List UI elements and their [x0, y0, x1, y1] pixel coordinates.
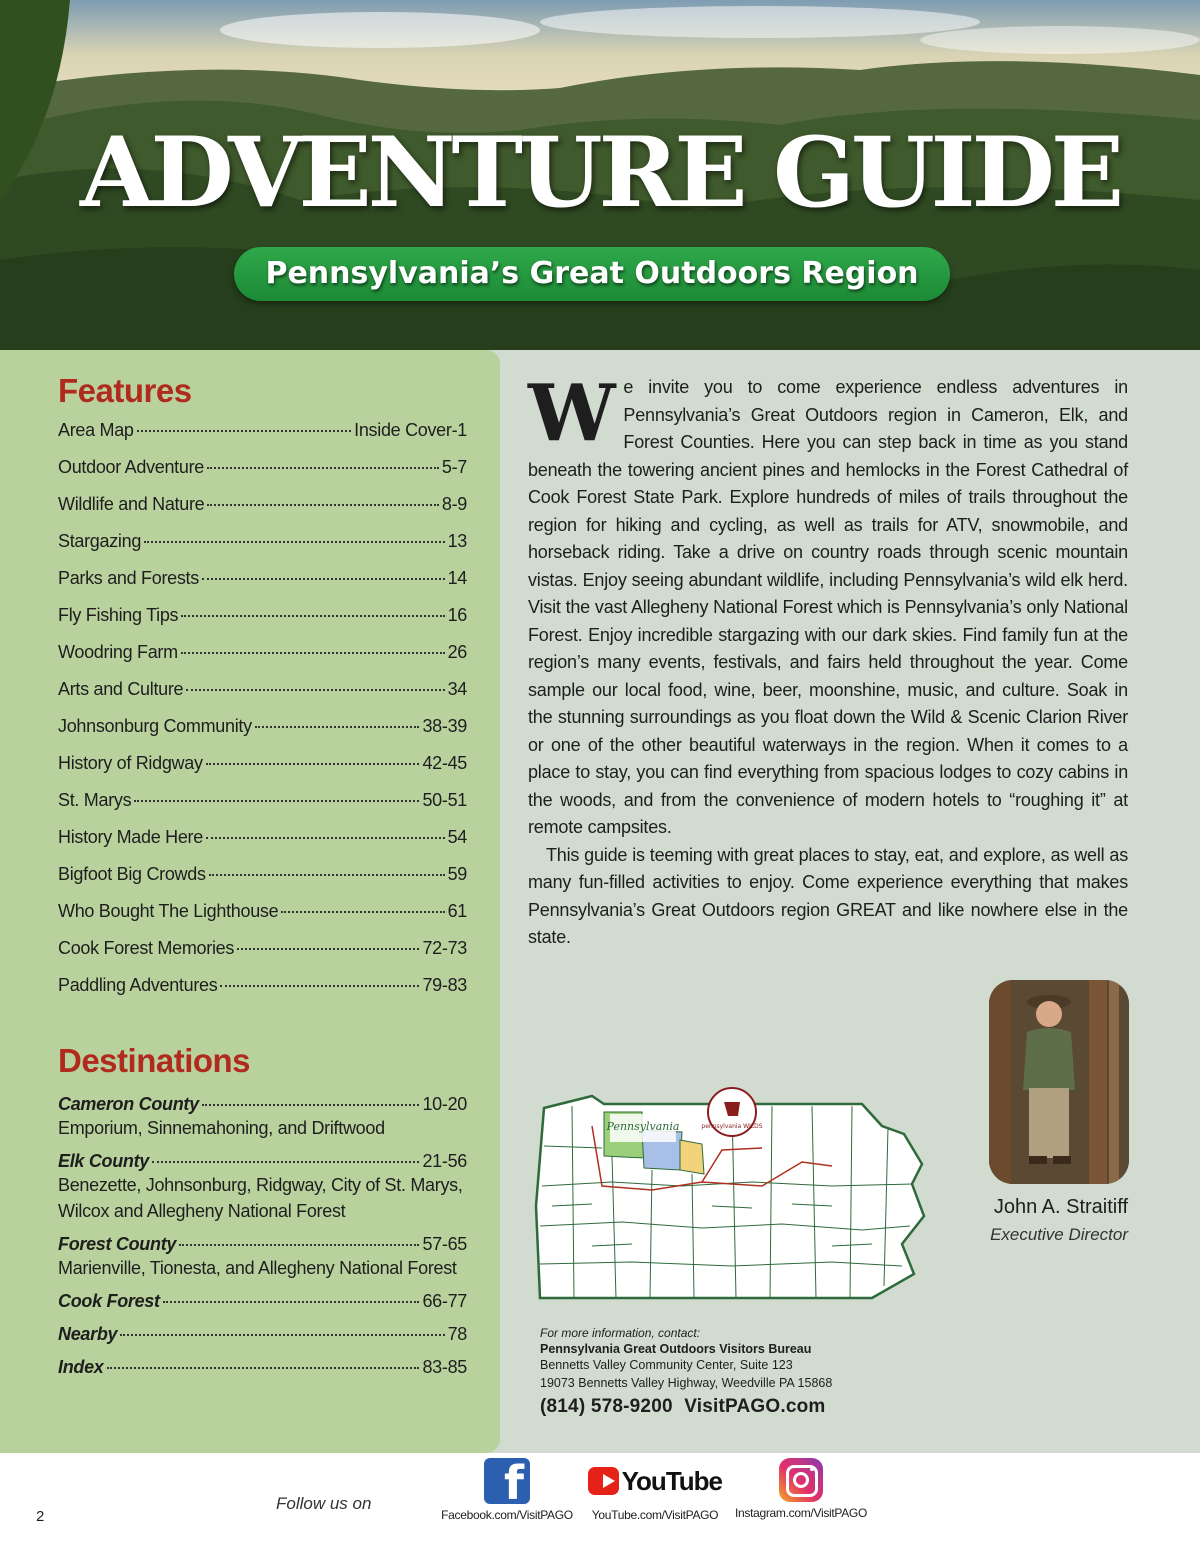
leader-dots	[186, 689, 444, 691]
leader-dots	[202, 1104, 420, 1106]
youtube-handle[interactable]: YouTube.com/VisitPAGO	[591, 1508, 719, 1522]
toc-item-page: 50-51	[422, 790, 467, 810]
toc-item-page: 54	[447, 827, 467, 847]
toc-item-page: 79-83	[422, 975, 467, 995]
destination-towns: Benezette, Johnsonburg, Ridgway, City of St. Marys, Wilcox and Allegheny National Forest	[58, 1175, 463, 1221]
toc-item-page: 72-73	[422, 938, 467, 958]
toc-item-label: Paddling Adventures	[58, 975, 218, 995]
toc-item-label: Wildlife and Nature	[58, 494, 205, 514]
toc-item-label: Who Bought The Lighthouse	[58, 901, 279, 921]
instagram-handle[interactable]: Instagram.com/VisitPAGO	[734, 1506, 868, 1520]
features-list	[58, 420, 467, 1012]
follow-us-label: Follow us on	[276, 1494, 372, 1513]
leader-dots	[179, 1244, 419, 1246]
contact-phone: (814) 578-9200	[540, 1396, 673, 1417]
guide-title: ADVENTURE GUIDE	[79, 116, 1120, 229]
region-subtitle-banner: Pennsylvania’s Great Outdoors Region	[234, 247, 950, 301]
pa-wilds-logo: pennsylvania WILDS	[701, 1123, 763, 1130]
leader-dots	[207, 467, 439, 469]
hero-banner-photo	[0, 0, 1200, 350]
leader-dots	[181, 615, 444, 617]
features-toc-row[interactable]	[58, 679, 467, 716]
toc-item-label: Arts and Culture	[58, 679, 184, 699]
destination-entry[interactable]	[58, 1357, 467, 1378]
leader-dots	[107, 1367, 420, 1369]
features-toc-row[interactable]	[58, 568, 467, 605]
toc-item-page: 13	[447, 531, 467, 551]
leader-dots	[163, 1301, 420, 1303]
destination-entry[interactable]	[58, 1151, 467, 1224]
toc-item-page: 14	[447, 568, 467, 588]
features-heading: Features	[58, 372, 192, 409]
leader-dots	[255, 726, 420, 728]
destination-entry[interactable]	[58, 1234, 467, 1281]
features-toc-row[interactable]	[58, 420, 467, 457]
toc-item-page: Inside Cover-1	[354, 420, 467, 440]
youtube-link[interactable]	[588, 1458, 722, 1522]
features-toc-row[interactable]	[58, 864, 467, 901]
toc-item-page: 59	[447, 864, 467, 884]
destination-name: Index	[58, 1357, 104, 1377]
toc-item-page: 16	[447, 605, 467, 625]
toc-item-label: St. Marys	[58, 790, 132, 810]
toc-item-label: Cook Forest Memories	[58, 938, 235, 958]
leader-dots	[134, 800, 419, 802]
features-toc-row[interactable]	[58, 716, 467, 753]
toc-item-label: Stargazing	[58, 531, 142, 551]
contact-block	[540, 1326, 960, 1418]
leader-dots	[209, 874, 445, 876]
destination-entry[interactable]	[58, 1324, 467, 1345]
contact-address-line-2: 19073 Bennetts Valley Highway, Weedville PA 15868	[540, 1376, 833, 1390]
toc-item-page: 61	[447, 901, 467, 921]
toc-item-label: Fly Fishing Tips	[58, 605, 179, 625]
leader-dots	[137, 430, 352, 432]
features-toc-row[interactable]	[58, 531, 467, 568]
leader-dots	[206, 837, 445, 839]
leader-dots	[207, 504, 439, 506]
toc-item-page: 42-45	[422, 753, 467, 773]
youtube-wordmark: YouTube	[621, 1465, 722, 1496]
toc-item-label: Woodring Farm	[58, 642, 178, 662]
destination-page: 66-77	[422, 1291, 467, 1311]
instagram-icon	[779, 1458, 823, 1502]
pennsylvania-county-map	[532, 1086, 932, 1306]
leader-dots	[237, 948, 419, 950]
toc-item-label: History Made Here	[58, 827, 203, 847]
youtube-icon	[588, 1467, 619, 1495]
destination-name: Forest County	[58, 1234, 177, 1254]
drop-cap: W	[528, 368, 616, 459]
destination-entry[interactable]	[58, 1291, 467, 1312]
toc-item-label: Johnsonburg Community	[58, 716, 252, 736]
toc-item-label: Area Map	[58, 420, 134, 440]
toc-item-label: Parks and Forests	[58, 568, 199, 588]
features-toc-row[interactable]	[58, 457, 467, 494]
director-portrait	[989, 980, 1129, 1184]
features-toc-row[interactable]	[58, 642, 467, 679]
page-number: 2	[36, 1508, 45, 1525]
destination-towns: Emporium, Sinnemahoning, and Driftwood	[58, 1118, 385, 1138]
destination-page: 78	[447, 1324, 467, 1344]
facebook-handle[interactable]: Facebook.com/VisitPAGO	[441, 1508, 573, 1522]
toc-item-page: 26	[447, 642, 467, 662]
destination-name: Cook Forest	[58, 1291, 160, 1311]
contact-organization: Pennsylvania Great Outdoors Visitors Bureau	[540, 1342, 812, 1356]
destination-entry[interactable]	[58, 1094, 467, 1141]
leader-dots	[152, 1161, 419, 1163]
features-toc-row[interactable]	[58, 975, 467, 1012]
features-toc-row[interactable]	[58, 605, 467, 642]
features-toc-row[interactable]	[58, 494, 467, 531]
toc-item-label: Bigfoot Big Crowds	[58, 864, 206, 884]
contact-phone-web	[540, 1396, 960, 1418]
contact-address-line-1: Bennetts Valley Community Center, Suite 123	[540, 1358, 793, 1372]
destination-name: Elk County	[58, 1151, 150, 1171]
leader-dots	[181, 652, 445, 654]
leader-dots	[206, 763, 420, 765]
pa-great-outdoors-logo: Pennsylvania	[606, 1120, 680, 1133]
toc-item-label: Outdoor Adventure	[58, 457, 205, 477]
destinations-list	[58, 1094, 467, 1390]
features-toc-row[interactable]	[58, 901, 467, 938]
leader-dots	[120, 1334, 444, 1336]
toc-item-page: 5-7	[441, 457, 467, 477]
intro-paragraph-2: This guide is teeming with great places to stay, eat, and explore, as well as many fun-filled activities to enjoy. Come experience everything that makes Pennsylvania’s Great Outdoors region GREAT and like nowhere else in the state.	[528, 844, 1128, 947]
leader-dots	[220, 985, 419, 987]
leader-dots	[202, 578, 445, 580]
facebook-link[interactable]	[440, 1458, 574, 1522]
director-title: Executive Director	[990, 1225, 1128, 1244]
features-toc-row[interactable]	[58, 827, 467, 864]
destination-page: 10-20	[422, 1094, 467, 1114]
director-name: John A. Straitiff	[993, 1196, 1128, 1218]
toc-item-page: 8-9	[441, 494, 467, 514]
instagram-link[interactable]	[734, 1458, 868, 1520]
destination-page: 21-56	[422, 1151, 467, 1171]
features-toc-row[interactable]	[58, 938, 467, 975]
destination-page: 57-65	[422, 1234, 467, 1254]
contact-label: For more information, contact:	[540, 1326, 701, 1340]
destination-towns: Marienville, Tionesta, and Allegheny National Forest	[58, 1258, 457, 1278]
toc-item-label: History of Ridgway	[58, 753, 203, 773]
toc-item-page: 38-39	[422, 716, 467, 736]
intro-paragraph-1: e invite you to come experience endless adventures in Pennsylvania’s Great Outdoors region in Cameron, Elk, and Forest Counties. Here you can step back in time as you stand beneath the towering ancient pines and hemlocks in the Forest Cathedral of Cook Forest State Park. Explore hundreds of miles of trails throughout the region for hiking and cycling, as well as trails for ATV, snowmobile, and horseback riding. Take a drive on country roads through scenic mountain vistas. Enjoy seeing abundant wildlife, including Pennsylvania’s wild elk herd. Visit the vast Allegheny National Forest which is Pennsylvania’s only National Forest. Enjoy incredible stargazing with our dark skies. Find family fun at the region’s many events, festivals, and fairs held throughout the year. Come sample our local food, wine, beer, moonshine, music, and culture. Soak in the stunning surroundings as you float down the Wild & Scenic Clarion River or one of the other beautiful waterways in the region. When it comes to a place to stay, you can find everything from spacious lodges to cozy cabins in the woods, and from the convenience of modern hotels to “roughing it” at remote campsites.	[528, 377, 1128, 837]
destinations-heading: Destinations	[58, 1042, 251, 1079]
features-toc-row[interactable]	[58, 790, 467, 827]
leader-dots	[281, 911, 444, 913]
contact-website[interactable]: VisitPAGO.com	[684, 1396, 826, 1417]
destination-page: 83-85	[422, 1357, 467, 1377]
intro-text	[528, 368, 1128, 952]
features-toc-row[interactable]	[58, 753, 467, 790]
facebook-icon: f	[484, 1458, 530, 1504]
destination-name: Nearby	[58, 1324, 118, 1344]
leader-dots	[144, 541, 445, 543]
destination-name: Cameron County	[58, 1094, 199, 1114]
toc-item-page: 34	[447, 679, 467, 699]
